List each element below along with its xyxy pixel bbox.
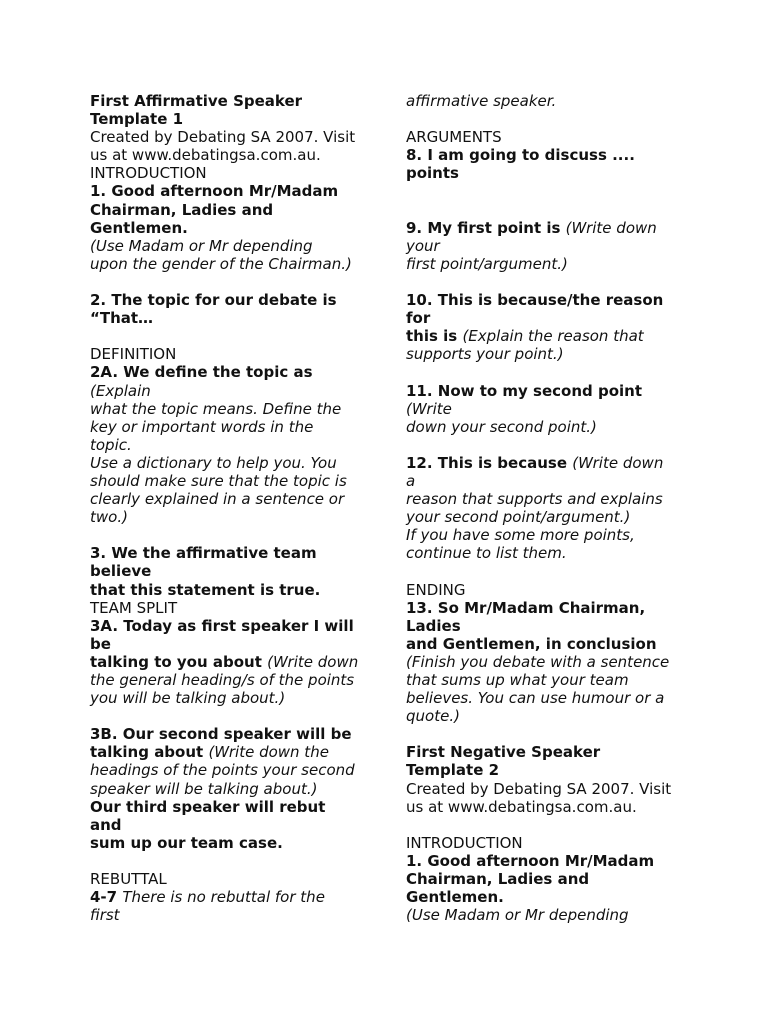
bold-text-run: talking about	[90, 743, 209, 762]
bold-text-run: First Negative Speaker	[406, 743, 601, 762]
italic-text-run: (Use Madam or Mr depending	[90, 236, 313, 255]
text-line	[90, 780, 365, 798]
bold-text-run: “That…	[90, 309, 154, 328]
text-line	[406, 382, 681, 400]
blank-line	[90, 273, 365, 291]
bold-text-run: Gentlemen.	[90, 218, 188, 237]
bold-text-run: 10. This is because/the reason	[406, 291, 664, 310]
bold-text-run: 8. I am going to discuss ....	[406, 146, 635, 165]
italic-text-run: first	[90, 906, 120, 925]
text-run: us at www.debatingsa.com.au.	[406, 797, 637, 816]
blank-line	[90, 707, 365, 725]
text-line	[90, 291, 365, 309]
text-line	[90, 508, 365, 526]
text-line	[406, 617, 681, 635]
blank-line	[406, 273, 681, 291]
text-line	[90, 164, 365, 182]
text-line	[406, 237, 681, 255]
text-line	[90, 418, 365, 436]
bold-text-run: believe	[90, 562, 152, 581]
text-line	[406, 599, 681, 617]
blank-line	[406, 201, 681, 219]
text-line	[90, 219, 365, 237]
text-line	[406, 780, 681, 798]
text-line	[90, 472, 365, 490]
bold-text-run: 13. So Mr/Madam Chairman,	[406, 598, 646, 617]
text-line	[90, 888, 365, 906]
text-line	[90, 671, 365, 689]
right-text-column	[406, 92, 681, 924]
text-line	[90, 725, 365, 743]
text-line	[406, 418, 681, 436]
text-line	[406, 345, 681, 363]
bold-text-run: Our third speaker will rebut	[90, 797, 326, 816]
bold-text-run: Template 2	[406, 761, 500, 780]
text-line	[406, 671, 681, 689]
italic-text-run: key or important words in the	[90, 417, 314, 436]
text-line	[406, 635, 681, 653]
italic-text-run: (Explain the reason that	[462, 327, 644, 346]
text-line	[90, 255, 365, 273]
bold-text-run: 1. Good afternoon Mr/Madam	[406, 851, 655, 870]
bold-text-run: Ladies	[406, 616, 461, 635]
italic-text-run: a	[406, 471, 416, 490]
italic-text-run: affirmative speaker.	[406, 92, 557, 110]
blank-line	[406, 725, 681, 743]
text-line	[90, 689, 365, 707]
text-line	[90, 490, 365, 508]
text-line	[90, 617, 365, 635]
bold-text-run: that this statement is true.	[90, 580, 321, 599]
bold-text-run: sum up our team case.	[90, 833, 283, 852]
text-line	[406, 454, 681, 472]
bold-text-run: 12. This is because	[406, 453, 573, 472]
text-line	[406, 743, 681, 761]
italic-text-run: Use a dictionary to help you. You	[90, 453, 337, 472]
text-line	[90, 309, 365, 327]
text-line	[406, 870, 681, 888]
text-line	[406, 291, 681, 309]
bold-text-run: this is	[406, 327, 463, 346]
bold-text-run: First Affirmative Speaker	[90, 92, 303, 110]
italic-text-run: your second point/argument.)	[406, 508, 631, 527]
italic-text-run: headings of the points your second	[90, 761, 355, 780]
text-line	[90, 382, 365, 400]
italic-text-run: the general heading/s of the points	[90, 671, 355, 689]
text-line	[406, 255, 681, 273]
text-run: REBUTTAL	[90, 870, 167, 889]
italic-text-run: There is no rebuttal for the	[122, 888, 325, 907]
bold-text-run: 4-7	[90, 888, 123, 907]
italic-text-run: (Write down the	[208, 743, 329, 762]
italic-text-run: (Write down	[572, 453, 664, 472]
bold-text-run: be	[90, 634, 111, 653]
bold-text-run: Template 1	[90, 110, 184, 129]
text-run: TEAM SPLIT	[90, 598, 178, 617]
bold-text-run: talking to you about	[90, 652, 268, 671]
text-run: INTRODUCTION	[90, 164, 207, 183]
text-line	[90, 562, 365, 580]
bold-text-run: 3B. Our second speaker will be	[90, 725, 352, 744]
bold-text-run: Chairman, Ladies and	[90, 200, 274, 219]
blank-line	[406, 436, 681, 454]
blank-line	[406, 816, 681, 834]
text-line	[406, 309, 681, 327]
text-line	[90, 436, 365, 454]
text-line	[406, 834, 681, 852]
text-line	[406, 798, 681, 816]
italic-text-run: continue to list them.	[406, 544, 567, 563]
blank-line	[406, 562, 681, 580]
italic-text-run: believes. You can use humour or a	[406, 689, 665, 708]
italic-text-run: supports your point.)	[406, 345, 564, 364]
text-line	[406, 761, 681, 779]
bold-text-run: 9. My first point is	[406, 218, 566, 237]
text-line	[406, 400, 681, 418]
text-run: ENDING	[406, 580, 466, 599]
italic-text-run: quote.)	[406, 707, 460, 726]
text-line	[90, 92, 365, 110]
bold-text-run: 2A. We define the topic as	[90, 363, 313, 382]
blank-line	[406, 110, 681, 128]
text-line	[90, 653, 365, 671]
text-line	[90, 544, 365, 562]
blank-line	[406, 363, 681, 381]
text-run: DEFINITION	[90, 345, 177, 364]
italic-text-run: clearly explained in a sentence or	[90, 490, 345, 509]
text-line	[406, 581, 681, 599]
blank-line	[90, 327, 365, 345]
bold-text-run: 2. The topic for our debate is	[90, 291, 337, 310]
text-line	[90, 110, 365, 128]
text-line	[90, 816, 365, 834]
italic-text-run: should make sure that the topic is	[90, 471, 347, 490]
text-line	[90, 834, 365, 852]
text-line	[90, 128, 365, 146]
text-line	[406, 128, 681, 146]
italic-text-run: down your second point.)	[406, 417, 597, 436]
text-line	[406, 653, 681, 671]
text-line	[90, 635, 365, 653]
italic-text-run: (Use Madam or Mr depending	[406, 906, 629, 925]
text-line	[90, 182, 365, 200]
text-line	[406, 906, 681, 924]
text-line	[90, 798, 365, 816]
bold-text-run: for	[406, 309, 431, 328]
text-line	[90, 400, 365, 418]
text-line	[406, 327, 681, 345]
text-run: us at www.debatingsa.com.au.	[90, 146, 321, 165]
italic-text-run: (Finish you debate with a sentence	[406, 652, 670, 671]
text-line	[406, 689, 681, 707]
italic-text-run: reason that supports and explains	[406, 490, 663, 509]
italic-text-run: speaker will be talking about.)	[90, 779, 318, 798]
text-run: INTRODUCTION	[406, 833, 523, 852]
text-line	[90, 599, 365, 617]
text-line	[90, 237, 365, 255]
text-line	[406, 888, 681, 906]
text-line	[406, 164, 681, 182]
text-line	[90, 870, 365, 888]
bold-text-run: points	[406, 164, 459, 183]
italic-text-run: that sums up what your team	[406, 671, 629, 689]
italic-text-run: topic.	[90, 435, 132, 454]
text-line	[90, 743, 365, 761]
text-line	[406, 544, 681, 562]
blank-line	[90, 526, 365, 544]
blank-line	[406, 182, 681, 200]
bold-text-run: 1. Good afternoon Mr/Madam	[90, 182, 339, 201]
bold-text-run: 3. We the affirmative team	[90, 544, 317, 563]
text-line	[406, 146, 681, 164]
bold-text-run: Chairman, Ladies and	[406, 870, 590, 889]
bold-text-run: 3A. Today as first speaker I will	[90, 616, 354, 635]
italic-text-run: first point/argument.)	[406, 254, 568, 273]
text-run: Created by Debating SA 2007. Visit	[406, 779, 672, 798]
text-line	[90, 906, 365, 924]
text-line	[406, 707, 681, 725]
text-run: Created by Debating SA 2007. Visit	[90, 128, 356, 147]
text-line	[406, 526, 681, 544]
text-line	[90, 363, 365, 381]
text-run: ARGUMENTS	[406, 128, 502, 147]
text-line	[406, 852, 681, 870]
text-line	[90, 581, 365, 599]
bold-text-run: and Gentlemen, in conclusion	[406, 634, 657, 653]
bold-text-run: 11. Now to my second point	[406, 381, 643, 400]
bold-text-run: Gentlemen.	[406, 888, 504, 907]
italic-text-run: (Write down	[565, 218, 657, 237]
text-line	[406, 508, 681, 526]
text-line	[406, 92, 681, 110]
italic-text-run: upon the gender of the Chairman.)	[90, 254, 352, 273]
italic-text-run: (Write down	[267, 652, 359, 671]
text-line	[90, 201, 365, 219]
text-line	[90, 761, 365, 779]
left-text-column	[90, 92, 365, 924]
italic-text-run: your	[406, 236, 440, 255]
italic-text-run: what the topic means. Define the	[90, 399, 342, 418]
italic-text-run: (Write	[406, 399, 452, 418]
bold-text-run: and	[90, 815, 122, 834]
blank-line	[90, 852, 365, 870]
italic-text-run: (Explain	[90, 381, 151, 400]
text-line	[90, 146, 365, 164]
text-line	[406, 219, 681, 237]
text-line	[90, 454, 365, 472]
text-line	[406, 490, 681, 508]
italic-text-run: If you have some more points,	[406, 526, 635, 545]
text-line	[406, 472, 681, 490]
italic-text-run: two.)	[90, 508, 128, 527]
italic-text-run: you will be talking about.)	[90, 689, 286, 708]
text-line	[90, 345, 365, 363]
